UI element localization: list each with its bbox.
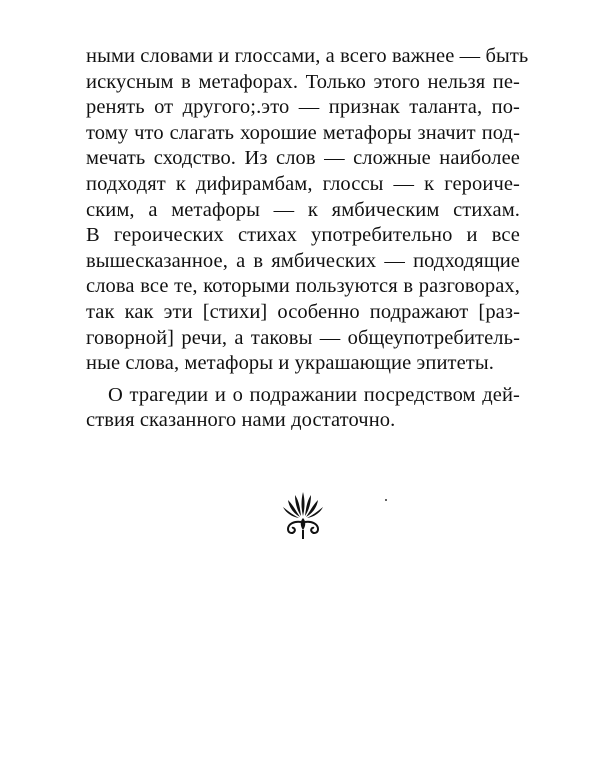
- text-line: ским, а метафоры — к ямбическим стихам.: [86, 198, 520, 221]
- text-line: ными словами и глоссами, а всего важнее — быть: [86, 45, 529, 67]
- text-line: подходят к дифирамбам, глоссы — к героиче-: [86, 172, 520, 195]
- text-line: В героических стихах употребительно и все: [86, 224, 520, 247]
- text-line: искусным в метафорах. Только этого нельзя пе-: [86, 70, 520, 93]
- palmette-ornament-icon: [280, 488, 326, 542]
- text-line: ствия сказанного нами достаточно.: [86, 409, 396, 432]
- paragraph-2: [86, 383, 520, 434]
- paragraph-1: [86, 44, 529, 377]
- body-text: [86, 44, 529, 434]
- text-line: вышесказанное, а в ямбических — подходящие: [86, 249, 520, 272]
- text-line: так как эти [стихи] особенно подражают [раз-: [86, 300, 520, 323]
- text-line: говорной] речи, а таковы — общеупотребитель-: [86, 326, 520, 349]
- text-line: слова все те, которыми пользуются в разговорах,: [86, 275, 520, 298]
- text-line: О трагедии и о подражании посредством дей-: [108, 383, 520, 406]
- print-speck: [385, 499, 387, 501]
- text-line: тому что слагать хорошие метафоры значит под-: [86, 121, 520, 144]
- text-line: ные слова, метафоры и украшающие эпитеты.: [86, 352, 494, 375]
- text-line: ренять от другого;.это — признак таланта, по-: [86, 96, 520, 119]
- text-line: мечать сходство. Из слов — сложные наиболее: [86, 147, 520, 170]
